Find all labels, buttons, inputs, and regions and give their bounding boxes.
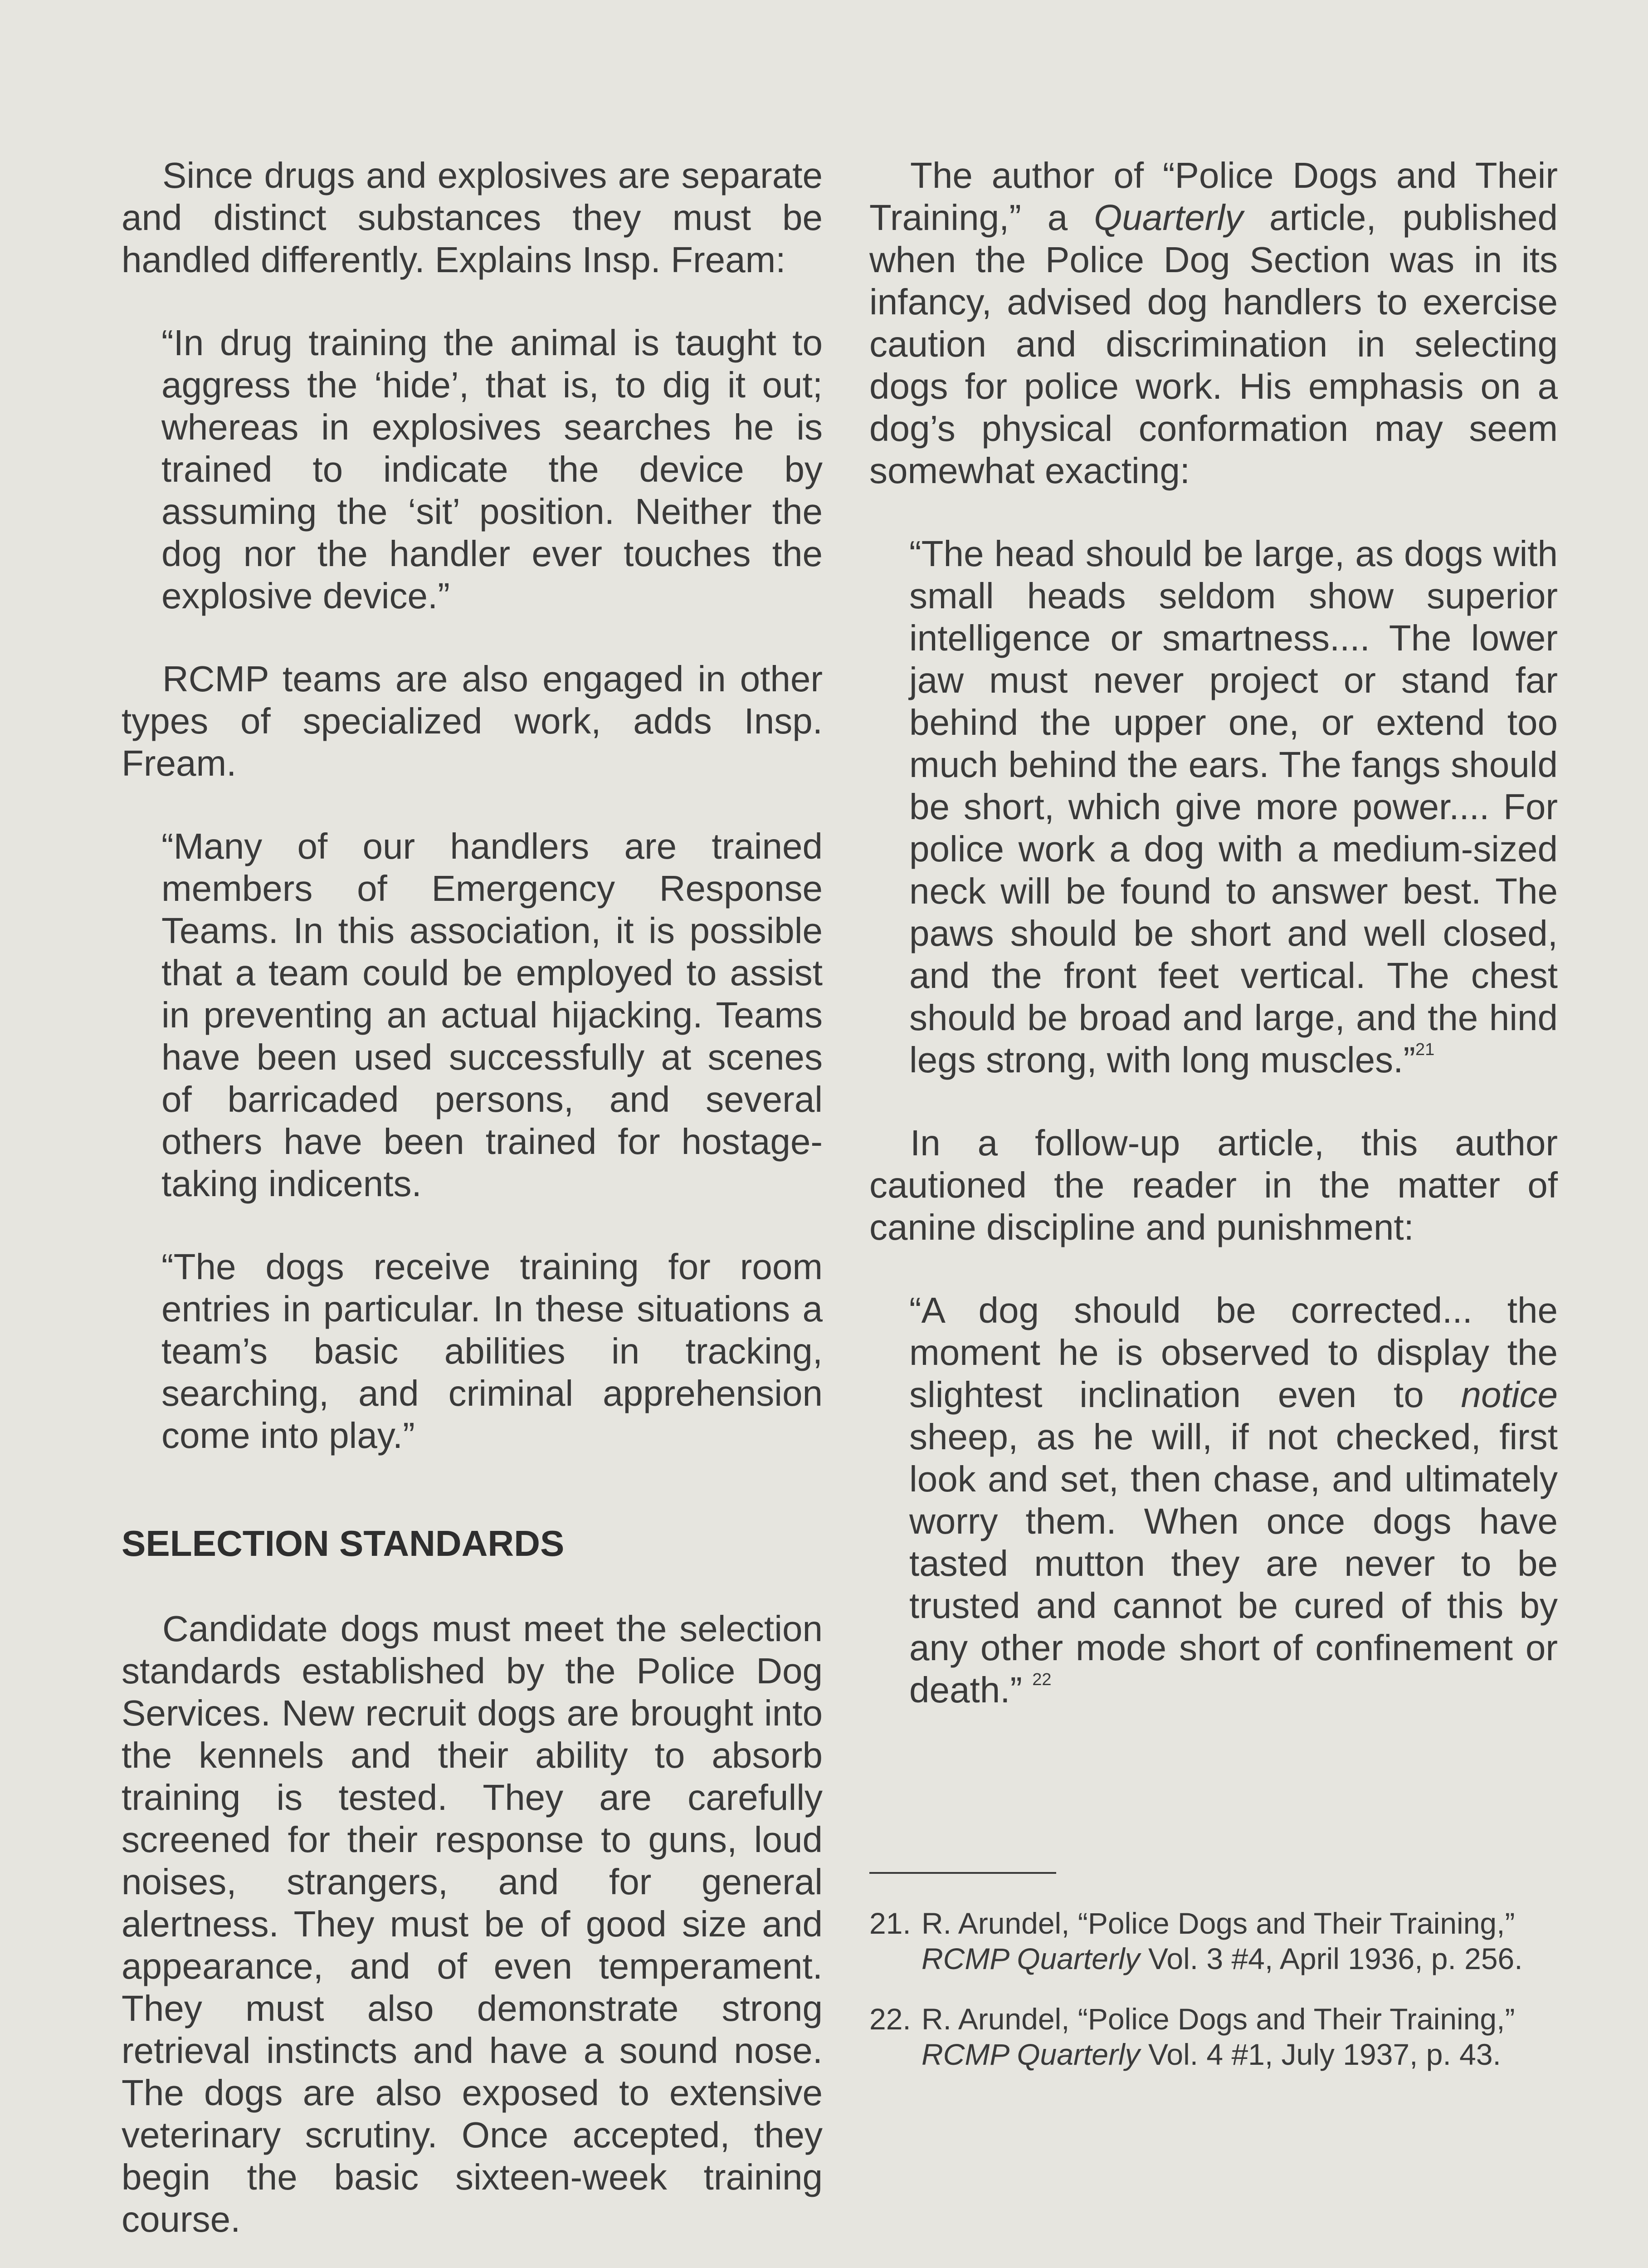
text-run: Vol. 3 #4, April 1936, p. 256. — [1140, 1942, 1523, 1975]
footnote-number: 22. — [869, 2002, 911, 2036]
italic-text: RCMP Quarterly — [922, 1942, 1140, 1975]
block-quote: “The dogs receive training for room entries in particular. In these situations a team’s basic abilities in tracking, searching, and criminal apprehension come into play.” — [161, 1246, 823, 1456]
footnote — [869, 1906, 1558, 1976]
section-heading: SELECTION STANDARDS — [122, 1523, 565, 1564]
footnote-ref: 21 — [1415, 1040, 1435, 1060]
footnote-number: 21. — [869, 1906, 911, 1940]
text-run: R. Arundel, “Police Dogs and Their Training,” — [922, 1906, 1515, 1940]
block-quote: “In drug training the animal is taught to aggress the ‘hide’, that is, to dig it out; whereas in explosives searches he is trained to indicate the device by assuming the ‘sit’ position. Neither the dog nor the handler ever touches the explosive device.” — [161, 323, 823, 616]
left-column — [122, 154, 823, 2268]
paragraph: Candidate dogs must meet the selection standards established by the Police Dog Services. New recruit dogs are brought into the kennels and their ability to absorb training is tested. They are carefully screened for their response to guns, loud noises, strangers, and for general alertness. They must be of good size and appearance, and of even temperament. They must also demonstrate strong retrieval instincts and have a sound nose. The dogs are also exposed to extensive veterinary scrutiny. Once accepted, they begin the basic sixteen-week training course. — [122, 1608, 823, 2239]
footnote-divider — [869, 1872, 1056, 1874]
footnote-text — [922, 1906, 1558, 1976]
block-quote — [909, 533, 1558, 1081]
text-run: R. Arundel, “Police Dogs and Their Training,” — [922, 2002, 1515, 2036]
paragraph: RCMP teams are also engaged in other types of specialized work, adds Insp. Fream. — [122, 659, 823, 783]
right-column — [869, 154, 1558, 2097]
paragraph — [869, 154, 1558, 492]
text-run: sheep, as he will, if not checked, first look and set, then chase, and ultimately worry them. When once dogs have tasted mutton they are never to be trusted and cannot be cured of this by any other mode short of confinement or death.” — [909, 1417, 1558, 1710]
paragraph: Since drugs and explosives are separate and distinct substances they must be handled differently. Explains Insp. Fream: — [122, 155, 823, 280]
text-run: Vol. 4 #1, July 1937, p. 43. — [1140, 2038, 1501, 2071]
text-run: article, published when the Police Dog Section was in its infancy, advised dog handlers to exercise caution and discrimination in selecting dogs for police work. His emphasis on a dog’s physical conformation may seem somewhat exacting: — [869, 197, 1558, 491]
text-run: “The head should be large, as dogs with small heads seldom show superior intelligence or smartness.... The lower jaw must never project or stand far behind the upper one, or extend too much behind the ears. The fangs should be short, which give more power.... For police work a dog with a medium-sized neck will be found to answer best. The paws should be short and well closed, and the front feet vertical. The chest should be broad and large, and the hind legs strong, with long muscles.” — [909, 533, 1558, 1080]
footnote — [869, 2001, 1558, 2072]
footnote-text — [922, 2001, 1558, 2072]
footnote-ref: 22 — [1032, 1670, 1052, 1690]
paragraph: In a follow-up article, this author cautioned the reader in the matter of canine discipline and punishment: — [869, 1123, 1558, 1247]
block-quote: “Many of our handlers are trained members of Emergency Response Teams. In this association, it is possible that a team could be employed to assist in preventing an actual hijacking. Teams have been used successfully at scenes of barricaded persons, and several others have been trained for hostage-taking indicents. — [161, 826, 823, 1204]
italic-text: notice — [1461, 1374, 1558, 1415]
block-quote — [909, 1289, 1558, 1711]
text-run: The author of “Police Dogs and Their Training,” a — [869, 155, 1558, 238]
italic-text: RCMP Quarterly — [922, 2038, 1140, 2071]
italic-text: Quarterly — [1094, 197, 1243, 238]
text-run: “A dog should be corrected... the moment he is observed to display the slightest inclination even to — [909, 1290, 1558, 1415]
